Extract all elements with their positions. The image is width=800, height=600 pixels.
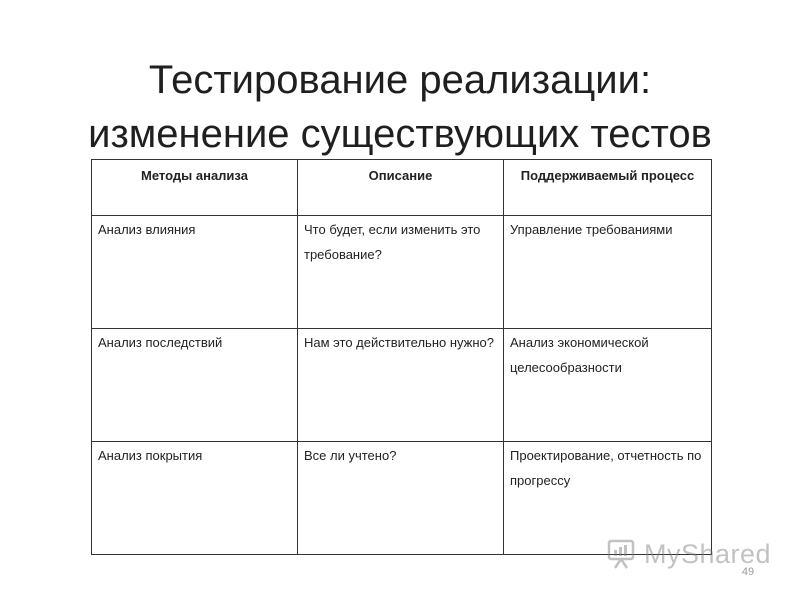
table-cell-process: Проектирование, отчетность по прогрессу xyxy=(504,442,712,555)
table-cell-description: Нам это действительно нужно? xyxy=(298,329,504,442)
table-cell-method: Анализ последствий xyxy=(92,329,298,442)
table-cell-method: Анализ влияния xyxy=(92,216,298,329)
table-cell-method: Анализ покрытия xyxy=(92,442,298,555)
table-row xyxy=(92,329,712,442)
header-description: Описание xyxy=(298,160,504,216)
page-number: 49 xyxy=(741,566,755,578)
table-row xyxy=(92,216,712,329)
myshared-logo-icon xyxy=(606,538,638,570)
table-header-row xyxy=(92,160,712,216)
table-cell-description: Что будет, если изменить это требование? xyxy=(298,216,504,329)
table-cell-process: Анализ экономической целесообразности xyxy=(504,329,712,442)
header-analysis-methods: Методы анализа xyxy=(92,160,298,216)
analysis-methods-table xyxy=(91,159,712,555)
slide-title-line-1: Тестирование реализации: xyxy=(148,57,652,102)
slide-title-line-2: изменение существующих тестов xyxy=(88,111,712,156)
slide-title xyxy=(0,53,800,161)
watermark-text: MyShared xyxy=(644,538,772,569)
table-cell-description: Все ли учтено? xyxy=(298,442,504,555)
header-supported-process: Поддерживаемый процесс xyxy=(504,160,712,216)
table-cell-process: Управление требованиями xyxy=(504,216,712,329)
